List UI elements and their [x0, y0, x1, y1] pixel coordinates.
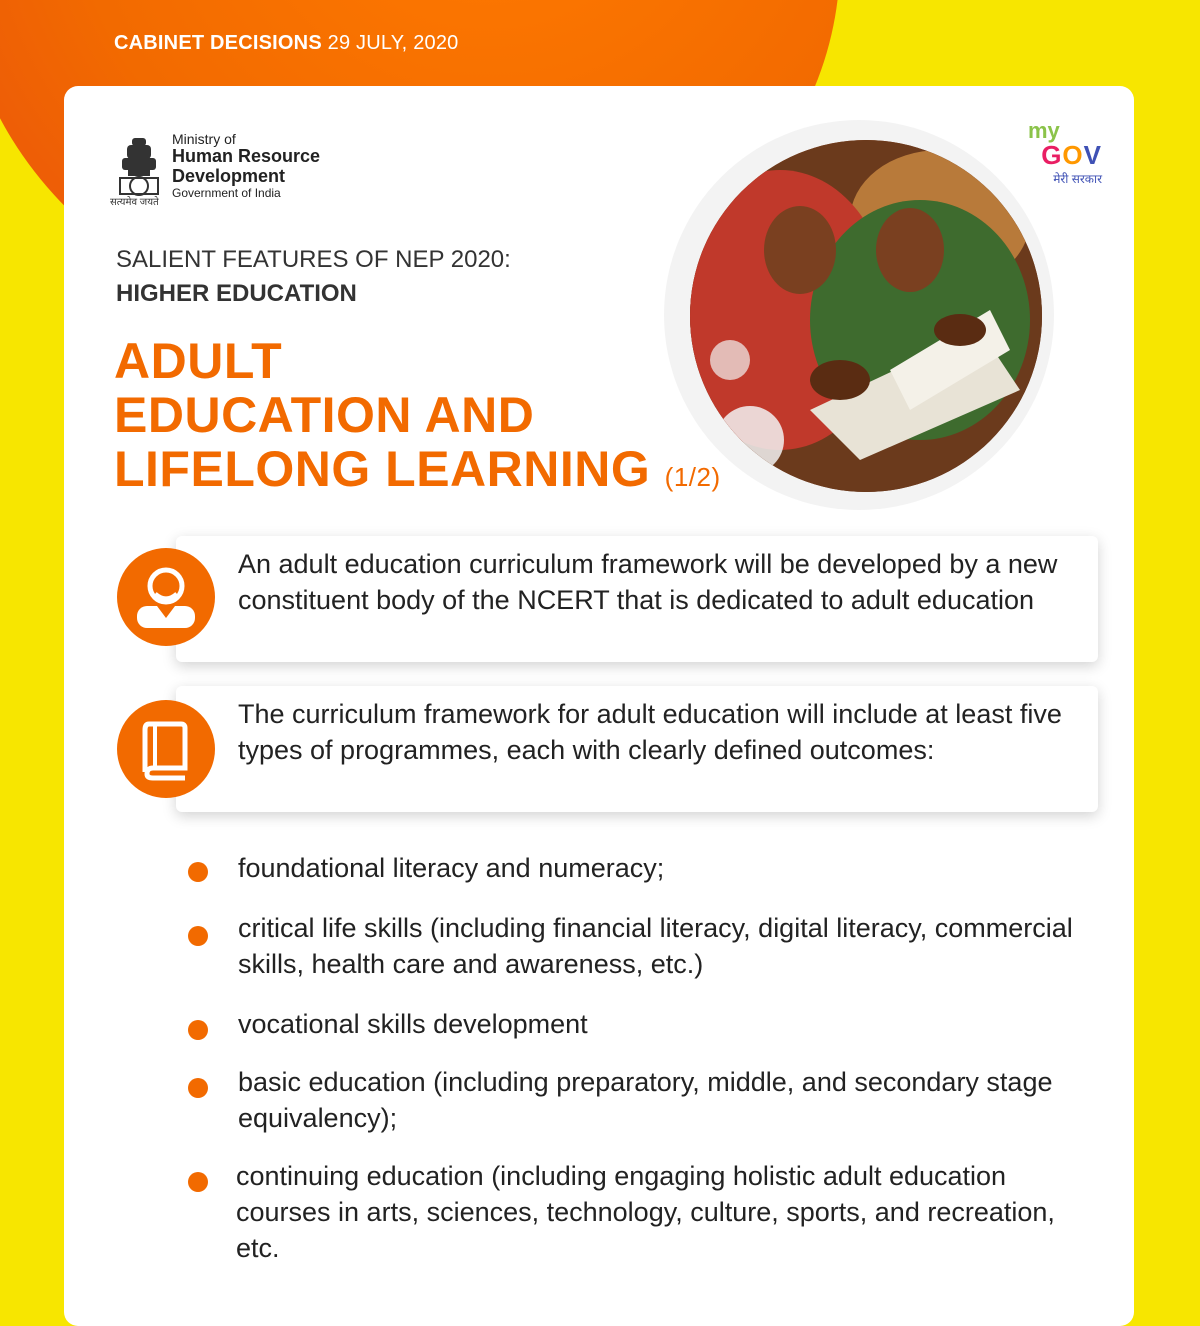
ministry-line-2: Human Resource [172, 146, 321, 167]
ministry-line-4: Government of India [172, 185, 281, 200]
ministry-line-3: Development [172, 166, 286, 187]
ministry-logo-text [172, 132, 320, 200]
bullet-dot-icon [188, 1020, 208, 1040]
point-1-icon-circle [117, 548, 215, 646]
bullet-dot-icon [188, 1172, 208, 1192]
book-icon [117, 700, 215, 798]
mygov-v: V [1083, 140, 1102, 170]
point-box-2 [176, 686, 1098, 812]
point-1-text: An adult education curriculum framework will be developed by a new constituent body of the NCERT that is dedicated to adult education [238, 549, 1058, 615]
title-line-3-wrap [114, 442, 774, 496]
ministry-line-1: Ministry of [172, 131, 236, 147]
header-line [114, 32, 459, 55]
bullet-2-text: critical life skills (including financial literacy, digital literacy, commercial skills, health care and awareness, etc.) [238, 913, 1073, 979]
elderly-person-icon [117, 548, 215, 646]
bullet-1-text: foundational literacy and numeracy; [238, 853, 665, 883]
category-label: HIGHER EDUCATION [116, 280, 357, 307]
header-title: CABINET DECISIONS [114, 32, 322, 54]
title-line-1: ADULT [114, 333, 283, 389]
emblem-caption: सत्यमेव जयते [110, 197, 159, 208]
bullet-4-text: basic education (including preparatory, middle, and secondary stage equivalency); [238, 1067, 1053, 1133]
bullet-5-text: continuing education (including engaging holistic adult education courses in arts, sciences, technology, culture, sports, and recreation, etc. [236, 1161, 1055, 1263]
page-title [114, 334, 774, 496]
title-line-3: LIFELONG LEARNING [114, 441, 651, 497]
title-part-indicator: (1/2) [664, 462, 721, 492]
mygov-logo [1022, 120, 1102, 187]
point-2-text: The curriculum framework for adult education will include at least five types of programmes, each with clearly defined outcomes: [238, 699, 1062, 765]
mygov-gov [1022, 142, 1102, 168]
mygov-g: G [1041, 140, 1063, 170]
point-box-1 [176, 536, 1098, 662]
mygov-my: my [1028, 118, 1060, 143]
bullet-dot-icon [188, 862, 208, 882]
mygov-hindi: मेरी सरकार [1053, 172, 1102, 186]
bullet-dot-icon [188, 926, 208, 946]
bullet-dot-icon [188, 1078, 208, 1098]
bullet-3-text: vocational skills development [238, 1009, 588, 1039]
header-date: 29 JULY, 2020 [327, 32, 459, 54]
title-line-2: EDUCATION AND [114, 387, 535, 443]
salient-features-label: SALIENT FEATURES OF NEP 2020: [116, 246, 511, 273]
mygov-o: O [1062, 140, 1084, 170]
point-2-icon-circle [117, 700, 215, 798]
